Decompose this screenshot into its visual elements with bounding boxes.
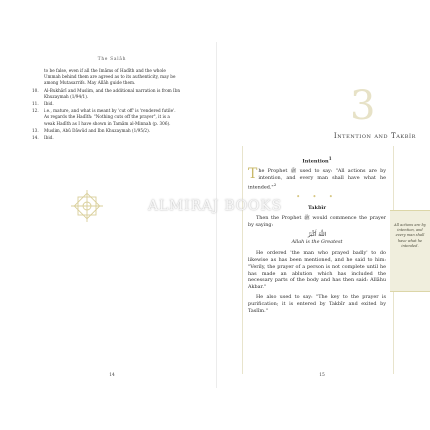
paragraph-man-prayed-badly: He ordered 'the man who prayed badly' to do likewise as has been mentioned, and he said to him: "Verily, the prayer of a person is not complete until he has made an ablution which has included the necessary parts of the body and has then said: Allāhu Akbar." <box>248 250 386 291</box>
footnote-marker: 1 <box>328 156 332 161</box>
endnote-continuation: to be false, even if all the Imāms of Hadīth and the whole Ummah behind them are agreed as to its authenticity, may be among Mutasarrifs. May Allāh guide them. <box>44 68 176 86</box>
chapter-body <box>248 154 386 317</box>
endnote-14 <box>32 135 182 141</box>
arabic-takbir: اللَّهُ أَكْبَرُ <box>307 231 327 238</box>
drop-cap: T <box>248 166 258 183</box>
endnote-text: i.e., mature, and what is meant by 'cut off' is 'rendered futile'. As regards the Hadīth: "Nothing cuts off the prayer", it is a weak Hadīth as I have shown in Tamām al-Minnah (p. 306). <box>44 108 176 126</box>
section-divider-dots: • • • <box>296 193 338 202</box>
paragraph-intention <box>248 168 386 191</box>
endnotes <box>32 68 182 142</box>
endnote-11 <box>32 101 182 107</box>
pull-quote-box <box>390 210 430 292</box>
endnote-13 <box>32 128 182 134</box>
running-head-left: The Salāh <box>97 56 127 61</box>
section-heading-intention <box>248 156 386 165</box>
endnote-12 <box>32 108 182 127</box>
endnote-10 <box>32 88 182 100</box>
footnote-marker: 2 <box>273 182 277 188</box>
watermark: ALMIRAJ BOOKS <box>148 198 282 214</box>
endnote-number: 12. <box>32 108 39 114</box>
endnote-number: 10. <box>32 87 39 93</box>
left-page <box>12 42 212 388</box>
gutter <box>216 42 217 388</box>
chapter-number: 3 <box>350 83 376 129</box>
endnote-text: Ibid. <box>44 135 54 141</box>
chapter-title: Intention and Takbīr <box>333 132 416 140</box>
endnote-number: 11. <box>32 101 39 107</box>
paragraph-text: he Prophet ﷺ used to say: "All actions are by intention, and every man shall have what he intended." <box>248 168 386 191</box>
paragraph-key-to-prayer: He also used to say: "The key to the prayer is purification; it is entered by Takbīr and exited by Taslīm." <box>248 294 386 314</box>
takbir-translation: Allah is the Greatest <box>291 239 343 246</box>
endnote-number: 13. <box>32 127 39 133</box>
page-number-right: 15 <box>319 373 325 378</box>
section-heading-takbir: Takbīr <box>308 205 326 212</box>
heading-text: Intention <box>302 158 329 165</box>
endnote-text: Muslim, Abū Dāwūd and Ibn Khuzaymah (1/95/2). <box>44 127 151 133</box>
paragraph-commence: Then the Prophet ﷺ would commence the prayer by saying: <box>248 215 387 228</box>
endnote-text: Ibid. <box>44 101 54 107</box>
endnote-number: 14. <box>32 135 39 141</box>
page-number-left: 14 <box>109 373 115 378</box>
pull-quote-text: All actions are by intention, and every man shall have what he intended. <box>394 223 426 248</box>
endnote-text: Al-Bukhārī and Muslim, and the additional narration is from Ibn Khuzaymah (1/94/1). <box>44 87 181 99</box>
